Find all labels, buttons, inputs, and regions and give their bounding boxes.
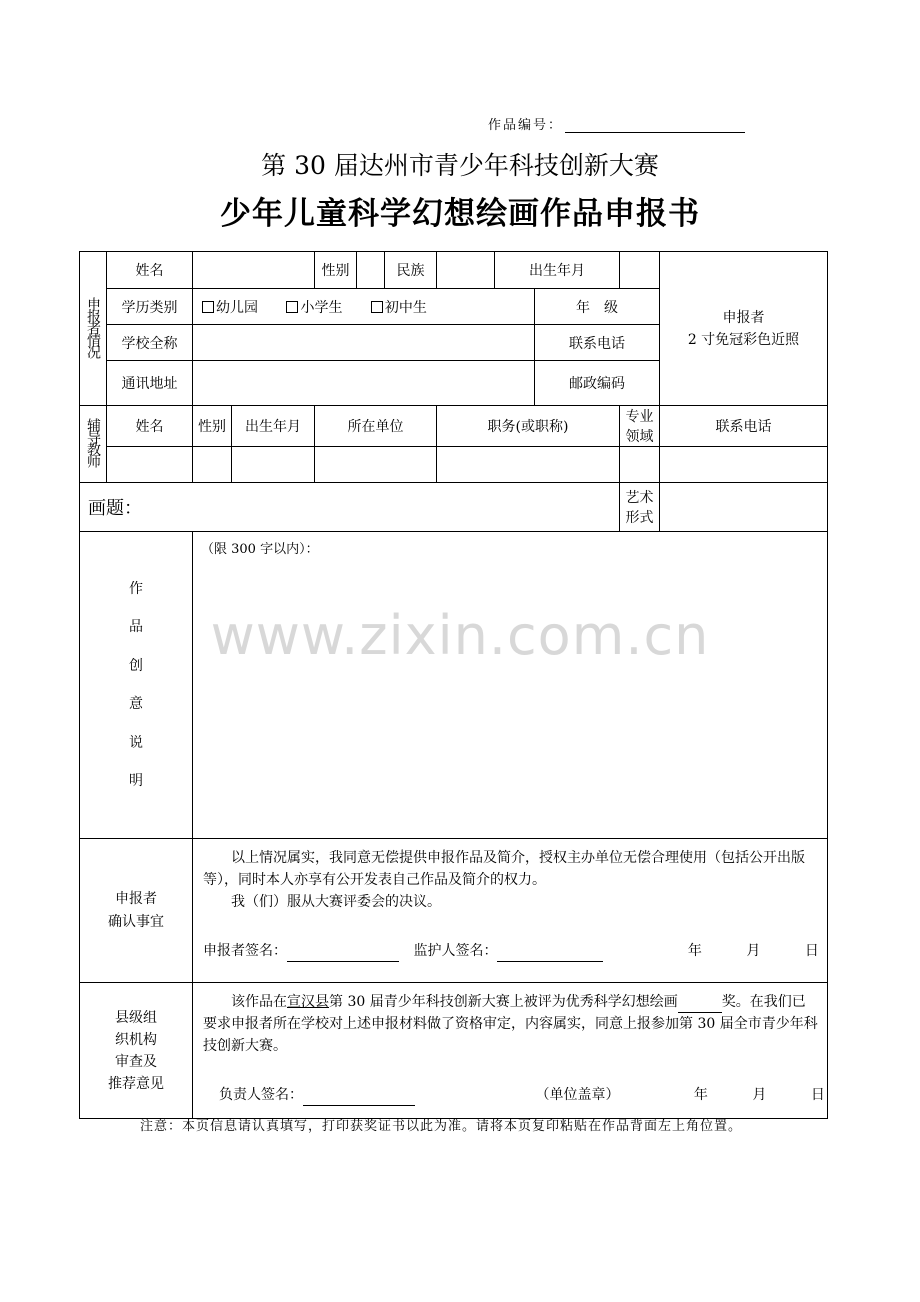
teacher-birth-input[interactable] (232, 447, 315, 483)
county-signatures: 负责人签名： （单位盖章） 年 月 日 (203, 1084, 819, 1106)
birth-label: 出生年月 (495, 252, 620, 289)
checkbox-icon (202, 301, 214, 313)
teacher-field-label: 专业领域 (620, 406, 660, 447)
teacher-phone-label: 联系电话 (660, 406, 828, 447)
education-label: 学历类别 (107, 289, 193, 325)
description-label: 作 品 创 意 说 明 (80, 532, 193, 839)
checkbox-icon (371, 301, 383, 313)
confirm-label: 申报者 确认事宜 (80, 839, 193, 983)
serial-input[interactable] (565, 118, 745, 133)
applicant-sign-line[interactable] (287, 947, 399, 962)
teacher-birth-label: 出生年月 (232, 406, 315, 447)
confirm-signatures: 申报者签名： 监护人签名： 年 月 日 (203, 940, 819, 962)
topic-cell[interactable] (80, 483, 620, 532)
county-content (193, 983, 828, 1119)
serial-label: 作品编号： (488, 118, 564, 133)
art-form-input[interactable] (660, 483, 828, 532)
name-label: 姓名 (107, 252, 193, 289)
description-input[interactable] (193, 532, 828, 839)
confirm-para2: 我（们）服从大赛评委会的决议。 (231, 894, 441, 910)
ethnicity-input[interactable] (437, 252, 495, 289)
photo-box[interactable] (660, 252, 828, 406)
birth-input[interactable] (620, 252, 660, 289)
applicant-section-label: 申报者情况 (80, 252, 107, 406)
county-para: 该作品在宣汉县第 30 届青少年科技创新大赛上被评为优秀科学幻想绘画 奖。在我们已要求申报者所在学校对上述申报材料做了资格审定，内容属实，同意上报参加第 30 届全市青少年科技创新大赛。 (203, 994, 818, 1054)
application-form (79, 251, 828, 1119)
confirm-para1: 以上情况属实，我同意无偿提供申报作品及简介，授权主办单位无偿合理使用（包括公开出版等），同时本人亦享有公开发表自己作品及简介的权力。 (203, 850, 805, 888)
postcode-label: 邮政编码 (535, 361, 660, 406)
title-line1: 第 30 届达州市青少年科技创新大赛 (261, 151, 659, 180)
address-label: 通讯地址 (107, 361, 193, 406)
guardian-sign-line[interactable] (497, 947, 603, 962)
title-line2: 少年儿童科学幻想绘画作品申报书 (220, 196, 700, 232)
applicant-phone-label: 联系电话 (535, 325, 660, 361)
option-junior[interactable]: 初中生 (371, 300, 427, 316)
teacher-name-label: 姓名 (107, 406, 193, 447)
teacher-unit-input[interactable] (315, 447, 437, 483)
teacher-section-label: 辅导教师 (80, 406, 107, 483)
grade-label: 年 级 (535, 289, 660, 325)
option-primary[interactable]: 小学生 (286, 300, 342, 316)
photo-line1: 申报者 (722, 309, 765, 326)
serial-number (488, 114, 745, 133)
school-label: 学校全称 (107, 325, 193, 361)
county-label: 县级组 织机构 审查及 推荐意见 (80, 983, 193, 1119)
teacher-title-input[interactable] (437, 447, 620, 483)
teacher-title-label: 职务(或职称) (437, 406, 620, 447)
teacher-gender-input[interactable] (193, 447, 232, 483)
gender-input[interactable] (357, 252, 385, 289)
option-kindergarten[interactable]: 幼儿园 (202, 300, 258, 316)
confirm-content (193, 839, 828, 983)
footer-note: 注意：本页信息请认真填写，打印获奖证书以此为准。请将本页复印粘贴在作品背面左上角位置。 (140, 1119, 743, 1134)
address-input[interactable] (193, 361, 535, 406)
teacher-name-input[interactable] (107, 447, 193, 483)
teacher-gender-label: 性别 (193, 406, 232, 447)
county-name: 宣汉县 (287, 994, 329, 1010)
watermark: www.zixin.com.cn (210, 604, 710, 667)
name-input[interactable] (193, 252, 315, 289)
art-form-label: 艺术形式 (620, 483, 660, 532)
topic-label: 画题： (88, 498, 142, 519)
award-level-line[interactable] (678, 1000, 722, 1013)
teacher-unit-label: 所在单位 (315, 406, 437, 447)
ethnicity-label: 民族 (385, 252, 437, 289)
teacher-phone-input[interactable] (660, 447, 828, 483)
teacher-field-input[interactable] (620, 447, 660, 483)
school-input[interactable] (193, 325, 535, 361)
photo-line2: 2 寸免冠彩色近照 (687, 331, 800, 348)
education-options (193, 289, 535, 325)
limit-hint: （限 300 字以内）： (201, 542, 319, 557)
gender-label: 性别 (315, 252, 357, 289)
responsible-sign-line[interactable] (303, 1091, 415, 1106)
checkbox-icon (286, 301, 298, 313)
